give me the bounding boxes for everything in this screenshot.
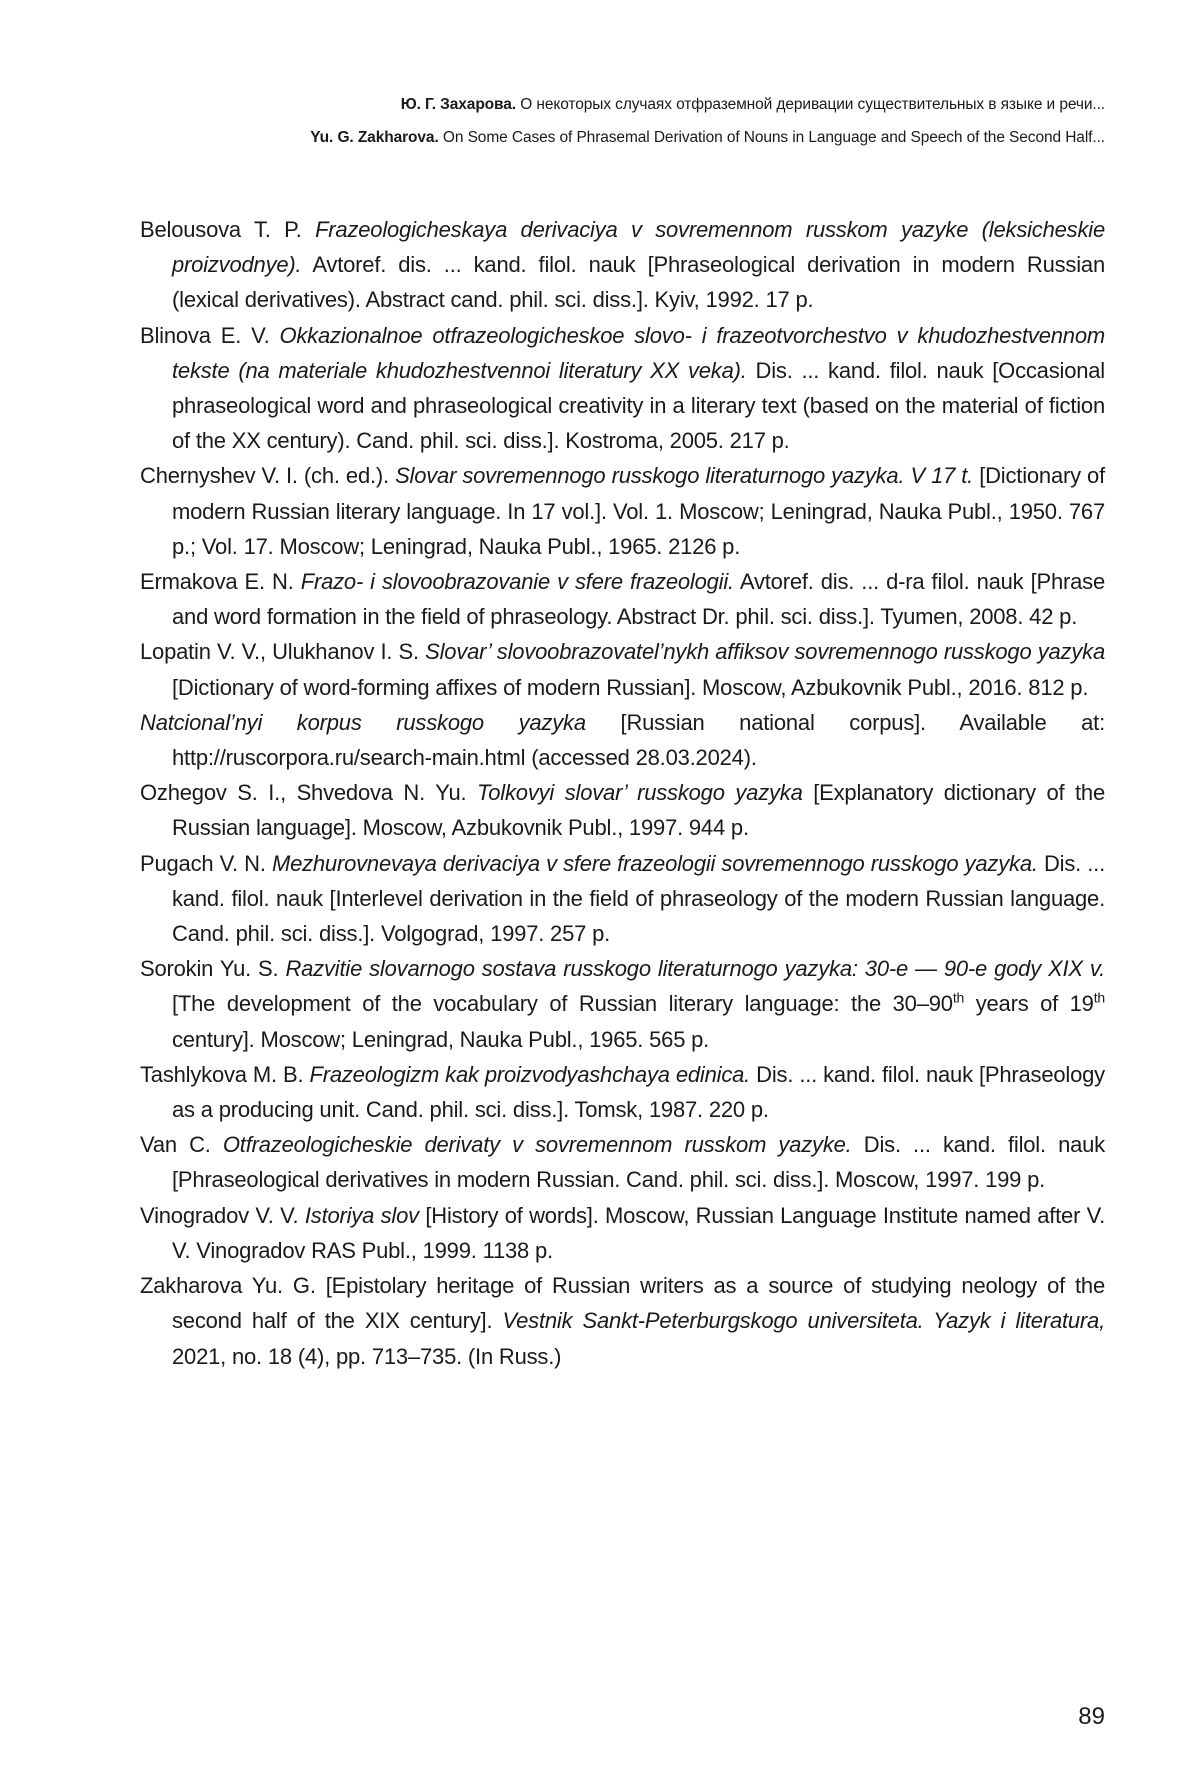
reference-item bbox=[140, 951, 1105, 1057]
reference-details: [The development of the vocabulary of Russian literary language: the 30–90 bbox=[172, 991, 953, 1017]
running-header bbox=[140, 88, 1105, 154]
reference-authors: Ermakova E. N. bbox=[140, 569, 301, 595]
reference-authors: Sorokin Yu. S. bbox=[140, 956, 286, 982]
superscript: th bbox=[1093, 990, 1106, 1007]
reference-details: [Russian national corpus]. Available at: http://ruscorpora.ru/search-main.html (accessed 28.03.2024). bbox=[172, 709, 1105, 771]
reference-title: Otfrazeologicheskie derivaty v sovremennom russkom yazyke. bbox=[222, 1132, 852, 1158]
header-author: Yu. G. Zakharova. bbox=[310, 129, 439, 146]
reference-title: Tolkovyi slovar’ russkogo yazyka bbox=[477, 780, 803, 806]
header-line-russian bbox=[140, 88, 1105, 121]
reference-item bbox=[140, 318, 1105, 459]
reference-item bbox=[140, 458, 1105, 564]
page-number: 89 bbox=[1078, 1703, 1105, 1730]
reference-details: century]. Moscow; Leningrad, Nauka Publ., 1965. 565 p. bbox=[172, 1026, 710, 1052]
reference-authors: Van C. bbox=[140, 1132, 223, 1158]
reference-item bbox=[140, 775, 1105, 845]
header-author: Ю. Г. Захарова. bbox=[400, 96, 517, 113]
reference-details: Dis. ... kand. filol. nauk [Occasional phraseological word and phraseological creativity in a literary text (based on the material of fiction of the XX century). Cand. phil. sci. diss.]. Kostroma, 2005. 217 p. bbox=[172, 357, 1105, 454]
reference-details: Dis. ... kand. filol. nauk [Phraseological derivatives in modern Russian. Cand. phil. sci. diss.]. Moscow, 1997. 199 p. bbox=[172, 1132, 1105, 1193]
reference-details: [History of words]. Moscow, Russian Language Institute named after V. V. Vinogradov RAS Publ., 1999. 1138 p. bbox=[172, 1202, 1105, 1263]
reference-details: Dis. ... kand. filol. nauk [Interlevel derivation in the field of phraseology of the modern Russian language. Cand. phil. sci. diss.]. Volgograd, 1997. 257 p. bbox=[172, 850, 1105, 947]
reference-title: Vestnik Sankt-Peterburgskogo universiteta. Yazyk i literatura, bbox=[502, 1308, 1105, 1334]
reference-details: years of 19 bbox=[964, 991, 1094, 1017]
header-title: On Some Cases of Phrasemal Derivation of Nouns in Language and Speech of the Second Half... bbox=[442, 129, 1105, 146]
reference-title: Razvitie slovarnogo sostava russkogo literaturnogo yazyka: 30-e — 90-e gody XIX v. bbox=[285, 956, 1105, 982]
header-line-english bbox=[140, 121, 1105, 154]
reference-title: Mezhurovnevaya derivaciya v sfere frazeologii sovremennogo russkogo yazyka. bbox=[271, 850, 1038, 876]
reference-title: Frazo- i slovoobrazovanie v sfere frazeologii. bbox=[300, 569, 734, 595]
reference-details: [Dictionary of modern Russian literary language. In 17 vol.]. Vol. 1. Moscow; Leningrad, Nauka Publ., 1950. 767 p.; Vol. 17. Moscow; Leningrad, Nauka Publ., 1965. 2126 p. bbox=[172, 463, 1105, 559]
reference-authors: Lopatin V. V., Ulukhanov I. S. bbox=[140, 639, 426, 665]
reference-authors: Blinova E. V. bbox=[140, 322, 280, 348]
reference-details: Avtoref. dis. ... d-ra filol. nauk [Phrase and word formation in the field of phraseology. Abstract Dr. phil. sci. diss.]. Tyumen, 2008. 42 p. bbox=[172, 569, 1106, 630]
reference-authors: Pugach V. N. bbox=[140, 850, 272, 876]
reference-title: Okkazionalnoe otfrazeologicheskoe slovo- i frazeotvorchestvo v khudozhestvennom tekste (na materiale khudozhestvennoi literatury XX veka). bbox=[172, 322, 1105, 383]
reference-details: [Dictionary of word-forming affixes of modern Russian]. Moscow, Azbukovnik Publ., 2016. 812 p. bbox=[172, 674, 1089, 700]
superscript: th bbox=[952, 990, 965, 1007]
header-title: О некоторых случаях отфраземной деривации существительных в языке и речи... bbox=[520, 96, 1105, 113]
reference-title: Slovar’ slovoobrazovatel’nykh affiksov sovremennogo russkogo yazyka bbox=[425, 639, 1105, 665]
reference-item bbox=[140, 846, 1105, 952]
reference-title: Frazeologicheskaya derivaciya v sovremennom russkom yazyke (leksicheskie proizvodnye). bbox=[172, 217, 1105, 278]
reference-title: Natcional’nyi korpus russkogo yazyka bbox=[140, 709, 586, 735]
reference-item bbox=[140, 1057, 1105, 1127]
reference-authors: Tashlykova M. B. bbox=[140, 1061, 310, 1087]
reference-details: Dis. ... kand. filol. nauk [Phraseology as a producing unit. Cand. phil. sci. diss.]. Tomsk, 1987. 220 p. bbox=[172, 1061, 1105, 1123]
reference-item bbox=[140, 634, 1105, 704]
reference-details: [Explanatory dictionary of the Russian language]. Moscow, Azbukovnik Publ., 1997. 944 p. bbox=[172, 780, 1105, 841]
reference-item bbox=[140, 1268, 1105, 1374]
reference-details: 2021, no. 18 (4), pp. 713–735. (In Russ.) bbox=[172, 1343, 562, 1369]
reference-authors: Ozhegov S. I., Shvedova N. Yu. bbox=[140, 780, 478, 806]
reference-item bbox=[140, 705, 1105, 775]
reference-authors: Belousova T. P. bbox=[140, 217, 316, 242]
reference-details: Avtoref. dis. ... kand. filol. nauk [Phraseological derivation in modern Russian (lexical derivatives). Abstract cand. phil. sci. diss.]. Kyiv, 1992. 17 p. bbox=[172, 252, 1105, 313]
reference-item bbox=[140, 212, 1105, 318]
reference-title: Slovar sovremennogo russkogo literaturnogo yazyka. V 17 t. bbox=[395, 463, 974, 489]
reference-title: Frazeologizm kak proizvodyashchaya edinica. bbox=[309, 1061, 751, 1087]
reference-item bbox=[140, 564, 1105, 634]
reference-authors: Chernyshev V. I. (ch. ed.). bbox=[140, 463, 396, 489]
reference-authors: Zakharova Yu. G. [Epistolary heritage of Russian writers as a source of studying neology of the second half of the XIX century]. bbox=[140, 1273, 1105, 1334]
reference-authors: Vinogradov V. V. bbox=[140, 1202, 305, 1228]
reference-item bbox=[140, 1198, 1105, 1268]
reference-item bbox=[140, 1127, 1105, 1197]
reference-list bbox=[140, 212, 1105, 1374]
reference-title: Istoriya slov bbox=[304, 1202, 419, 1228]
